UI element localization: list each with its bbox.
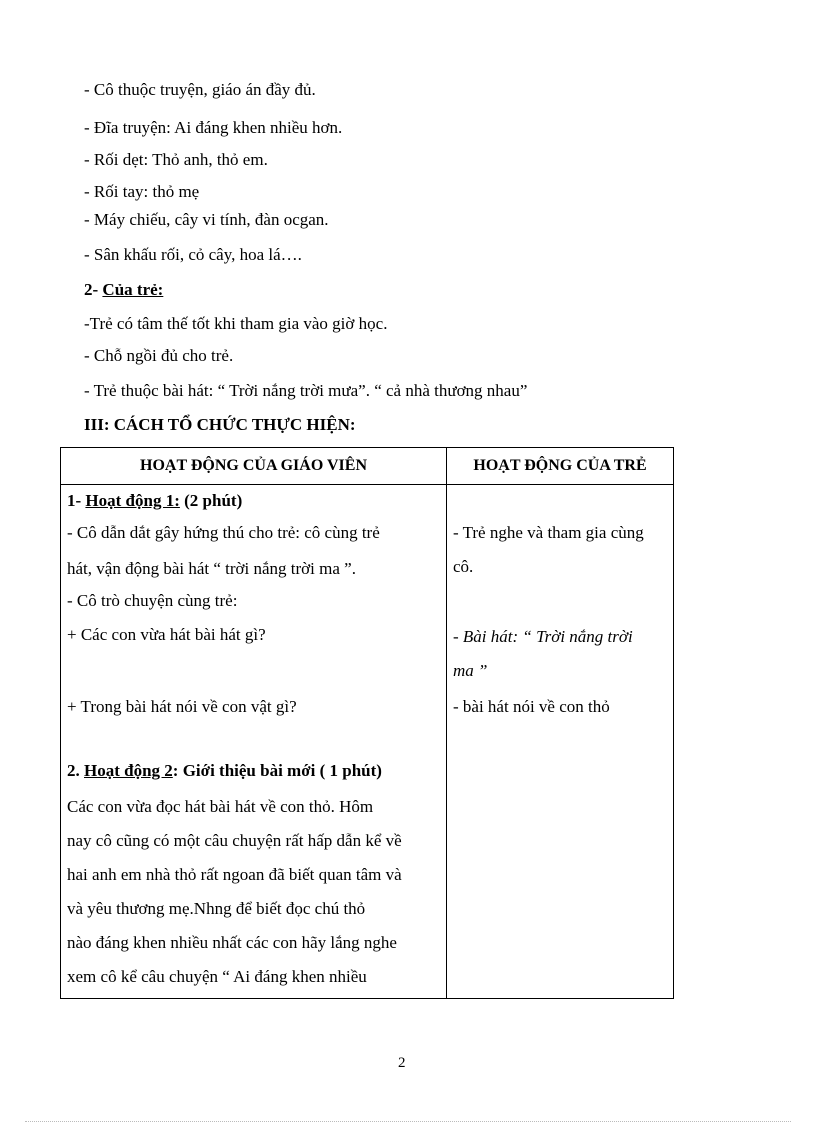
material-item: - Đĩa truyện: Ai đáng khen nhiều hơn. (84, 118, 343, 137)
teacher-paragraph-line: nào đáng khen nhiều nhất các con hãy lắng nghe (67, 933, 397, 952)
material-item: - Rối dẹt: Thỏ anh, thỏ em. (84, 150, 268, 169)
header-teacher-activity: HOẠT ĐỘNG CỦA GIÁO VIÊN (61, 448, 447, 485)
teacher-paragraph-line: hai anh em nhà thỏ rất ngoan đã biết quan tâm và (67, 865, 402, 884)
teacher-paragraph-line: xem cô kể câu chuyện “ Ai đáng khen nhiều (67, 967, 367, 986)
material-item: - Máy chiếu, cây vi tính, đàn ocgan. (84, 210, 329, 229)
page-number: 2 (398, 1055, 406, 1071)
teacher-activity-cell (61, 485, 447, 999)
teacher-paragraph-line: Các con vừa đọc hát bài hát về con thỏ. Hôm (67, 797, 374, 816)
children-heading-number: 2- (84, 280, 103, 299)
teacher-line: - Cô trò chuyện cùng trẻ: (67, 591, 238, 610)
page-edge-divider (25, 1121, 791, 1122)
material-item: - Cô thuộc truyện, giáo án đầy đủ. (84, 80, 316, 99)
activity-2-title: Hoạt động 2 (84, 761, 173, 780)
child-line: ma ” (453, 661, 488, 680)
children-item: - Chỗ ngồi đủ cho trẻ. (84, 346, 234, 365)
material-item: - Sân khấu rối, cỏ cây, hoa lá…. (84, 245, 302, 264)
material-item: - Rối tay: thỏ mẹ (84, 182, 200, 201)
activity-2-number: 2. (67, 761, 84, 780)
child-line: cô. (453, 557, 474, 576)
activity-2-heading (67, 761, 382, 781)
section-heading: III: CÁCH TỔ CHỨC THỰC HIỆN: (84, 415, 356, 434)
activity-1-title: Hoạt động 1: (85, 491, 180, 510)
children-item: - Trẻ thuộc bài hát: “ Trời nắng trời mưa”. “ cả nhà thương nhau” (84, 381, 528, 400)
header-child-activity: HOẠT ĐỘNG CỦA TRẺ (447, 448, 674, 485)
child-line: - Bài hát: “ Trời nắng trời (453, 627, 633, 646)
children-heading (84, 280, 163, 300)
teacher-paragraph-line: nay cô cũng có một câu chuyện rất hấp dẫn kể về (67, 831, 402, 850)
teacher-question: + Trong bài hát nói về con vật gì? (67, 697, 297, 716)
children-heading-label: Của trẻ: (102, 280, 164, 299)
activity-2-subtitle: : Giới thiệu bài mới ( 1 phút) (172, 761, 382, 780)
teacher-question: + Các con vừa hát bài hát gì? (67, 625, 266, 644)
teacher-line: - Cô dẫn dắt gây hứng thú cho trẻ: cô cùng trẻ (67, 523, 380, 542)
child-line: - bài hát nói về con thỏ (453, 697, 610, 716)
teacher-paragraph-line: và yêu thương mẹ.Nhng để biết đọc chú thỏ (67, 899, 366, 918)
child-line: - Trẻ nghe và tham gia cùng (453, 523, 644, 542)
activity-1-time: (2 phút) (179, 491, 243, 510)
children-item: -Trẻ có tâm thế tốt khi tham gia vào giờ học. (84, 314, 388, 333)
activity-1-heading (67, 491, 242, 511)
teacher-line: hát, vận động bài hát “ trời nắng trời ma ”. (67, 559, 356, 578)
activity-1-number: 1- (67, 491, 86, 510)
child-activity-cell (447, 485, 674, 999)
activity-table (60, 447, 674, 999)
